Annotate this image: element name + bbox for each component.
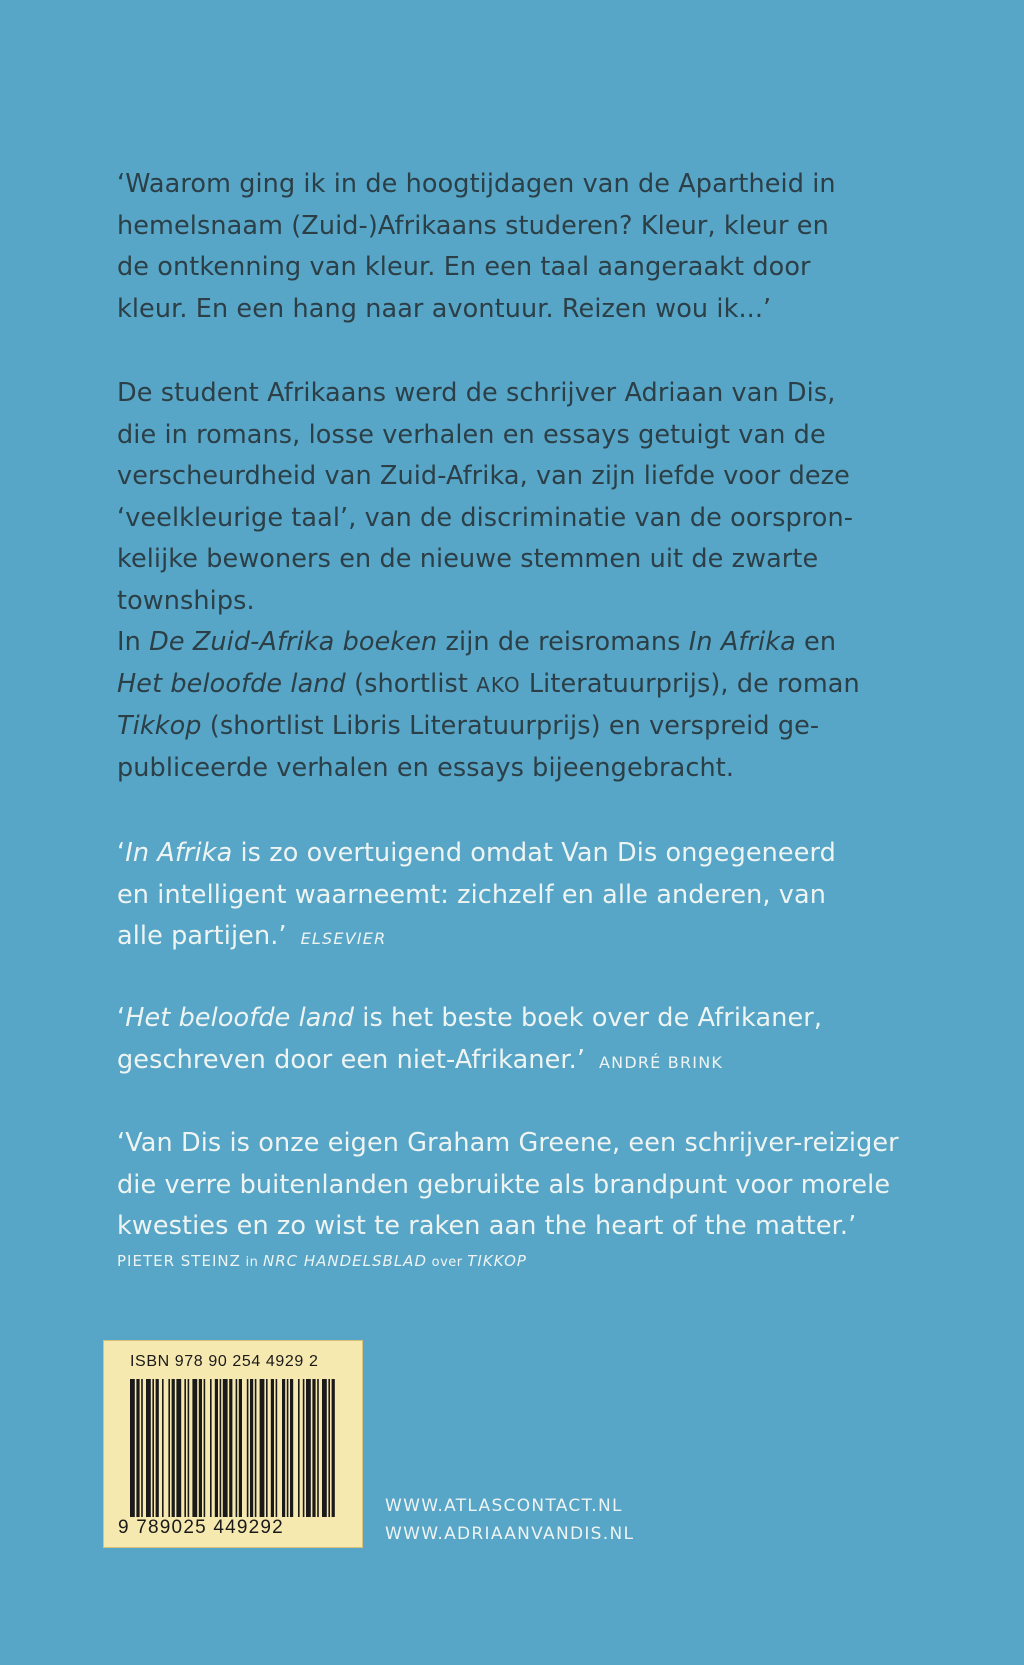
barcode-bar [271, 1379, 274, 1517]
barcode-bar [266, 1379, 268, 1517]
barcode-bar [136, 1379, 139, 1517]
text-run: alle partijen.’ [117, 921, 287, 951]
text-run: geschreven door een niet-Afrikaner.’ [117, 1044, 586, 1075]
review-source: ANDRÉ BRINK [599, 1052, 724, 1072]
barcode-bar [210, 1379, 212, 1517]
book-title: Het beloofde land [117, 668, 346, 699]
description-line: die in romans, losse verhalen en essays getuigt van de [117, 419, 826, 450]
review-line [117, 1040, 917, 1084]
book-title: In Afrika [688, 627, 796, 657]
text-run: Literatuurprijs), de roman [520, 668, 860, 699]
intro-quote-line: kleur. En een hang naar avontuur. Reizen wou ik...’ [117, 293, 772, 324]
book-title: In Afrika [125, 838, 233, 868]
review-source: ELSEVIER [300, 929, 387, 948]
review-author: PIETER STEINZ [117, 1251, 241, 1270]
intro-quote-line: de ontkenning van kleur. En een taal aangeraakt door [117, 252, 811, 282]
barcode-bar [146, 1379, 151, 1517]
book-title: Tikkop [117, 711, 202, 741]
isbn-barcode [103, 1340, 363, 1548]
barcode-bar [162, 1379, 164, 1517]
barcode-bar [276, 1379, 278, 1517]
barcode-bar [204, 1379, 206, 1517]
text-run: (shortlist Libris Literatuurprijs) en verspreid ge- [201, 711, 820, 741]
barcode-bar [220, 1379, 222, 1517]
barcode-bar [188, 1379, 190, 1517]
text-run: ‘ [117, 1003, 126, 1033]
contents-line [117, 622, 917, 664]
text-run: is zo overtuigend omdat Van Dis ongegeneerd [232, 838, 836, 868]
text-run: is het beste boek over de Afrikaner, [354, 1003, 823, 1033]
barcode-bar [184, 1379, 186, 1517]
barcode-bar [172, 1379, 175, 1517]
barcode-bar [312, 1379, 315, 1517]
barcode-bar [247, 1379, 249, 1517]
intro-quote-line: ‘Waarom ging ik in de hoogtijdagen van de Apartheid in [117, 169, 836, 199]
barcode-bar [303, 1379, 305, 1517]
text-run: in [240, 1254, 263, 1270]
review-line: die verre buitenlanden gebruikte als brandpunt voor morele [117, 1169, 891, 1200]
book-title: Het beloofde land [125, 1003, 355, 1033]
review-pieter-steinz [117, 1123, 917, 1270]
barcode-digits: 9 789025 449292 [118, 1517, 284, 1538]
barcode-bar [199, 1379, 202, 1517]
text-run: (shortlist [345, 668, 477, 699]
contents-line: publiceerde verhalen en essays bijeengebracht. [117, 752, 735, 783]
barcode-bar [328, 1379, 330, 1517]
barcode-bar [239, 1379, 242, 1517]
text-run: In [117, 627, 150, 657]
barcode-bar [156, 1379, 159, 1517]
review-line: ‘Van Dis is onze eigen Graham Greene, een schrijver-reiziger [117, 1128, 899, 1158]
text-run: zijn de reisromans [437, 627, 689, 657]
review-line [117, 916, 917, 960]
barcode-bar [192, 1379, 197, 1517]
text-run: ‘ [117, 838, 126, 868]
description-line: ‘veelkleurige taal’, van de discriminatie van de oorspron- [117, 502, 854, 533]
barcode-bar [236, 1379, 238, 1517]
review-line: kwesties en zo wist te raken aan the heart of the matter.’ [117, 1211, 857, 1241]
review-line [117, 833, 917, 875]
barcode-bar [282, 1379, 285, 1517]
description-line: townships. [117, 585, 255, 616]
barcode-bar [260, 1379, 265, 1517]
description-line: De student Afrikaans werd de schrijver Adriaan van Dis, [117, 378, 836, 408]
description [117, 373, 917, 789]
text-run: en [795, 627, 837, 657]
barcode-bar [287, 1379, 289, 1517]
barcode-bars [130, 1379, 340, 1517]
isbn-label: ISBN 978 90 254 4929 2 [130, 1353, 319, 1370]
barcode-bar [255, 1379, 257, 1517]
barcode-bar [141, 1379, 143, 1517]
prize-abbreviation: AKO [476, 672, 521, 697]
barcode-bar [130, 1379, 135, 1517]
barcode-bar [322, 1379, 327, 1517]
barcode-bar [250, 1379, 253, 1517]
barcode-bar [317, 1379, 319, 1517]
barcode-bar [223, 1379, 228, 1517]
contents-line [117, 664, 917, 707]
website-link[interactable]: WWW.ATLASCONTACT.NL [385, 1496, 623, 1516]
barcode-bar [298, 1379, 300, 1517]
contents-line [117, 706, 917, 748]
barcode-bar [306, 1379, 311, 1517]
barcode-bar [215, 1379, 218, 1517]
review-attribution [117, 1252, 917, 1270]
barcode-bar [229, 1379, 232, 1517]
review-publication: NRC HANDELSBLAD [262, 1251, 427, 1270]
description-line: verscheurdheid van Zuid-Afrika, van zijn liefde voor deze [117, 461, 850, 491]
barcode-bar [290, 1379, 293, 1517]
barcode-bar [332, 1379, 335, 1517]
intro-quote-line: hemelsnaam (Zuid-)Afrikaans studeren? Kleur, kleur en [117, 210, 829, 241]
barcode-bar [152, 1379, 154, 1517]
review-line [117, 998, 917, 1040]
website-link[interactable]: WWW.ADRIAANVANDIS.NL [385, 1524, 635, 1544]
intro-quote [117, 164, 917, 330]
book-title: TIKKOP [467, 1251, 527, 1270]
barcode-bar [176, 1379, 181, 1517]
review-andre-brink [117, 998, 917, 1083]
text-run: over [427, 1254, 468, 1270]
barcode-bar [168, 1379, 170, 1517]
review-line: en intelligent waarneemt: zichzelf en alle anderen, van [117, 879, 826, 910]
book-title: De Zuid-Afrika boeken [149, 627, 438, 657]
description-line: kelijke bewoners en de nieuwe stemmen uit de zwarte [117, 544, 819, 574]
review-elsevier [117, 833, 917, 960]
websites [385, 1492, 634, 1548]
